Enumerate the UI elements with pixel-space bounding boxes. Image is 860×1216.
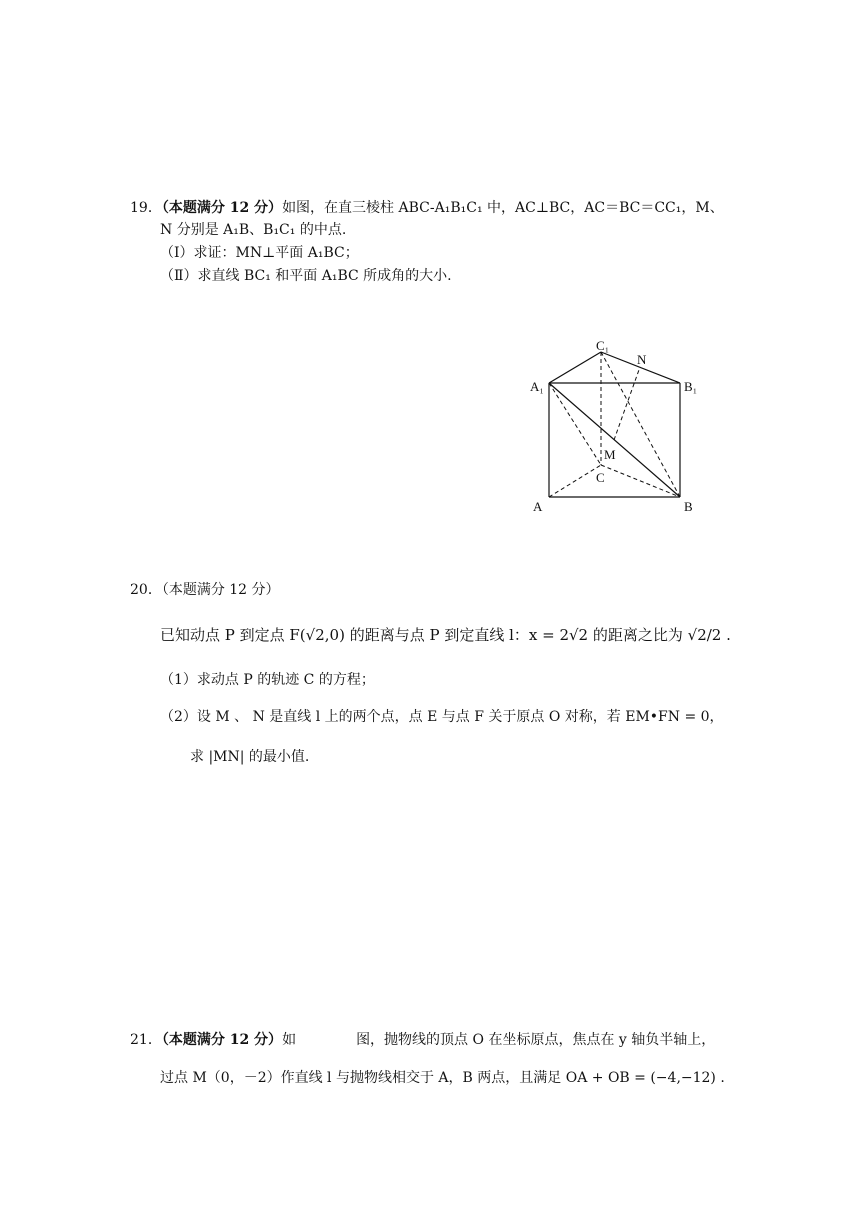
q19-part2: （Ⅱ）求直线 BC₁ 和平面 A₁BC 所成角的大小. bbox=[160, 268, 452, 284]
label-c1: C₁ bbox=[596, 338, 610, 353]
segment-m-n bbox=[614, 367, 640, 440]
label-a: A bbox=[533, 499, 543, 514]
q20-part2b: 求 |MN| 的最小值. bbox=[190, 749, 310, 765]
label-n: N bbox=[637, 352, 647, 367]
q20-number: 20． bbox=[130, 582, 162, 598]
label-c: C bbox=[596, 470, 605, 485]
edge-b-c1 bbox=[601, 352, 680, 497]
label-b1: B₁ bbox=[684, 379, 698, 394]
q20-stem: 已知动点 P 到定点 F(√2,0) 的距离与点 P 到定直线 l：x = 2√2 的距离之比为 √2/2 . bbox=[160, 626, 731, 644]
q19-line1 bbox=[130, 198, 724, 218]
q21-line1a: 如 bbox=[282, 1032, 297, 1048]
q20-score: （本题满分 12 分） bbox=[161, 582, 280, 598]
q21-line1 bbox=[130, 1030, 715, 1050]
prism-figure bbox=[525, 335, 725, 525]
q21-line1b: 图，抛物线的顶点 O 在坐标原点，焦点在 y 轴负半轴上， bbox=[356, 1032, 716, 1048]
edge-a-c bbox=[549, 465, 601, 497]
q19-stem-line1: 如图，在直三棱柱 ABC-A₁B₁C₁ 中，AC⊥BC，AC＝BC＝CC₁，M、 bbox=[282, 200, 724, 216]
q19-part1: （Ⅰ）求证：MN⊥平面 A₁BC； bbox=[160, 245, 359, 261]
edge-a1-c1 bbox=[549, 352, 601, 383]
q19-line2: N 分别是 A₁B、B₁C₁ 的中点. bbox=[160, 222, 347, 238]
q20-part1: （1）求动点 P 的轨迹 C 的方程； bbox=[160, 672, 375, 688]
label-b: B bbox=[684, 499, 693, 514]
label-a1: A₁ bbox=[530, 379, 544, 394]
label-m: M bbox=[604, 447, 616, 462]
edge-a1-c bbox=[549, 383, 601, 465]
q21-score: （本题满分 12 分） bbox=[161, 1032, 283, 1048]
q19-number: 19． bbox=[130, 200, 162, 216]
q21-line2: 过点 M（0，－2）作直线 l 与抛物线相交于 A，B 两点，且满足 OA + OB = (−4,−12) . bbox=[160, 1070, 725, 1086]
q20-heading bbox=[130, 580, 280, 600]
q20-part2: （2）设 M 、 N 是直线 l 上的两个点，点 E 与点 F 关于原点 O 对称，若 EM•FN = 0， bbox=[160, 709, 724, 725]
edge-c-b bbox=[601, 465, 680, 497]
q21-number: 21． bbox=[130, 1032, 162, 1048]
q19-score: （本题满分 12 分） bbox=[161, 200, 283, 216]
